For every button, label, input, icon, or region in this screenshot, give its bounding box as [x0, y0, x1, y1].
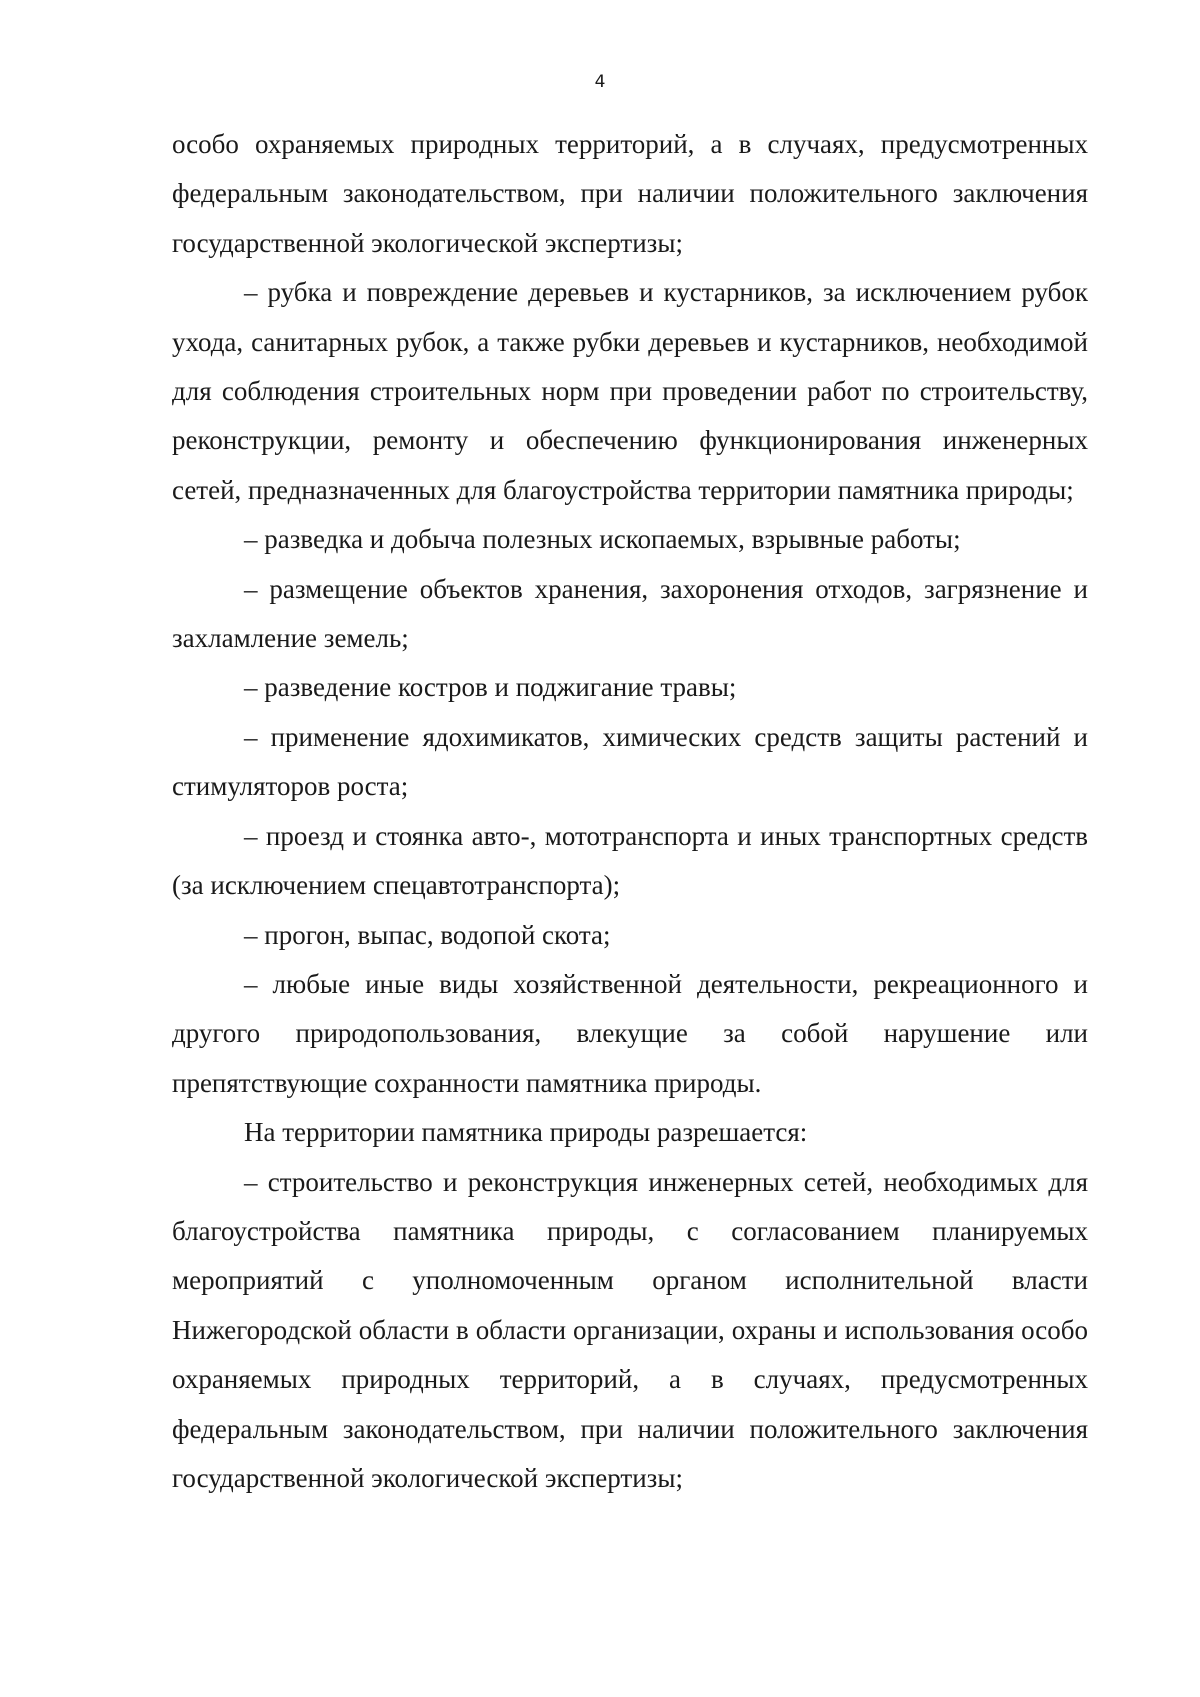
list-item-other-activities: – любые иные виды хозяйственной деятельности, рекреационного и другого природопользования, влекущие за собой нарушение или препятствующие сохранности памятника природы. — [172, 968, 1088, 1098]
page-number: 4 — [594, 72, 606, 92]
list-item-mining: – разведка и добыча полезных ископаемых, взрывные работы; — [244, 524, 961, 555]
list-item-grazing: – прогон, выпас, водопой скота; — [244, 919, 611, 950]
paragraph-continuation: особо охраняемых природных территорий, а в случаях, предусмотренных федеральным законодательством, при наличии положительного заключения государственной экологической экспертизы; — [172, 129, 1088, 258]
section-heading-permitted: На территории памятника природы разрешается: — [244, 1117, 808, 1148]
list-item-waste-storage: – размещение объектов хранения, захоронения отходов, загрязнение и захламление земель; — [172, 573, 1088, 654]
list-item-bonfires: – разведение костров и поджигание травы; — [244, 672, 737, 703]
list-item-engineering-networks: – строительство и реконструкция инженерных сетей, необходимых для благоустройства памятника природы, с согласованием планируемых мероприятий с уполномоченным органом исполнительной власти Нижегородской области в области организации, охраны и использования особо охраняемых природных территорий, а в случаях, предусмотренных федеральным законодательством, при наличии положительного заключения государственной экологической экспертизы; — [172, 1166, 1088, 1493]
list-item-tree-cutting: – рубка и повреждение деревьев и кустарников, за исключением рубок ухода, санитарных рубок, а также рубки деревьев и кустарников, необходимой для соблюдения строительных норм при проведении работ по строительству, реконструкции, ремонту и обеспечению функционирования инженерных сетей, предназначенных для благоустройства территории памятника природы; — [172, 277, 1088, 505]
list-item-pesticides: – применение ядохимикатов, химических средств защиты растений и стимуляторов роста; — [172, 721, 1088, 802]
document-body — [172, 120, 1088, 1503]
list-item-vehicles: – проезд и стоянка авто-, мототранспорта и иных транспортных средств (за исключением спецавтотранспорта); — [172, 820, 1088, 901]
